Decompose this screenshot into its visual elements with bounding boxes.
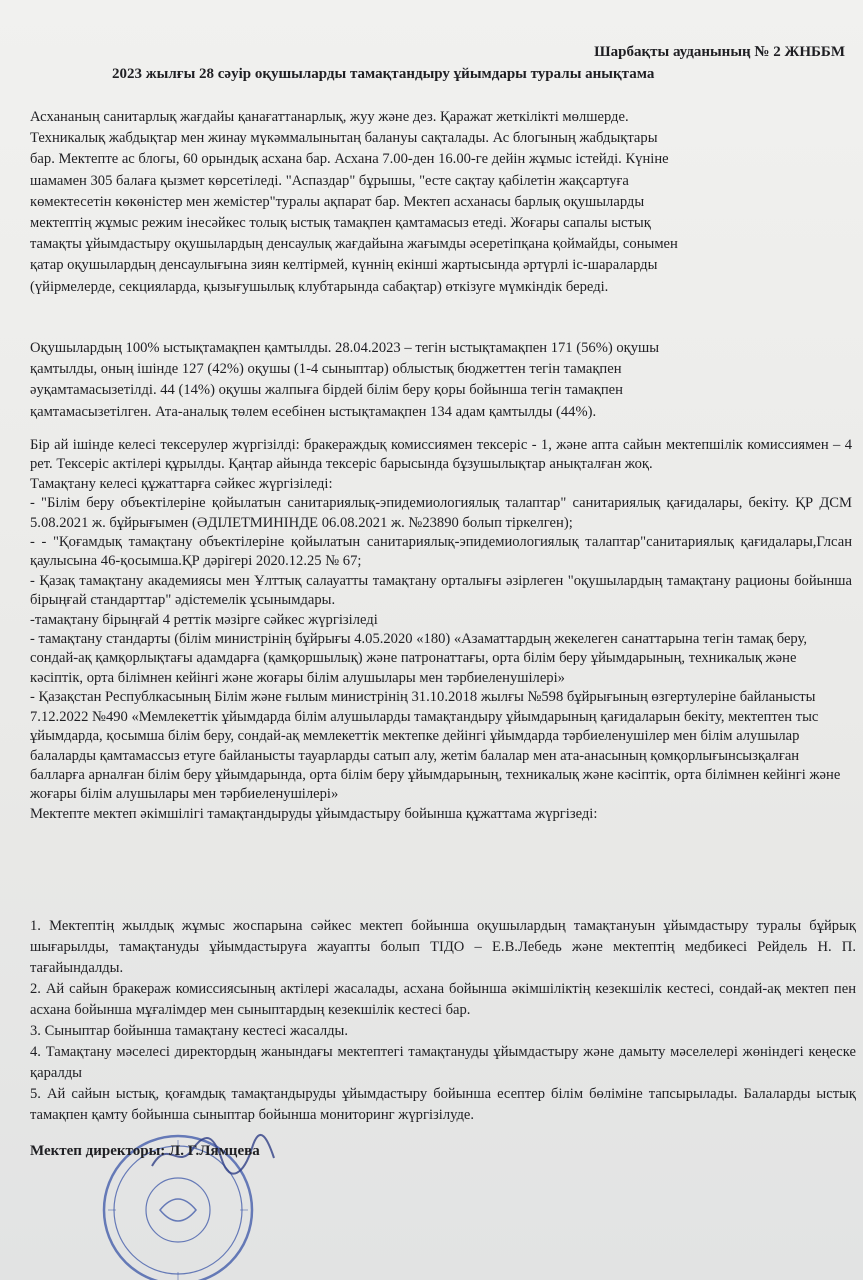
- list-item: 1. Мектептің жылдық жұмыс жоспарына сәйкес мектеп бойынша оқушылардың тамақтануын ұйымдастыру туралы бұйрық шығарылды, тамақтануды ұйымдастыруға жауапты болып ТІДО – Е.В.Лебедь және мектептің медбикесі Рейдель Н. П. тағайындалды.: [30, 918, 856, 976]
- list-item: 2. Ай сайын бракераж комиссиясының актілері жасалады, асхана бойынша әкімшіліктің кезекшілік кестесі, сондай-ақ мектеп пен асхана бойынша мұғалімдер мен сыныптардың кезекшілік кестесі бар.: [30, 981, 856, 1018]
- text-paragraph: - тамақтану стандарты (білім министрінің бұйрығы 4.05.2020 «180) «Азаматтардың жекелеген санаттарына тегін тамақ беру, сондай-ақ қамқорлықтағы адамдарға (қамқоршылық) және патронаттағы, орта білім беру ұйымдарының, техникалық және кәсіптік, орта білімнен кейінгі және жоғары білім алушылары мен тәрбиеленушілері»: [30, 631, 808, 686]
- paragraph-coverage: [30, 338, 830, 423]
- text-line: Техникалық жабдықтар мен жинау мүкәммалынытаң балануы сақталады. Ас блогының жабдықтары: [30, 130, 658, 147]
- text-line: әуқамтамасызетілді. 44 (14%) оқушы жалпыға бірдей білім беру қоры бойынша тегін тамақпен: [30, 382, 623, 399]
- text-line: Оқушылардың 100% ыстықтамақпен қамтылды. 28.04.2023 – тегін ыстықтамақпен 171 (56%) оқушы: [30, 340, 660, 356]
- text-line: қамтамасызетілген. Ата-аналық төлем есебінен ыстықтамақпен 134 адам қамтылды (44%).: [30, 403, 597, 420]
- text-line: шамамен 305 балаға қызмет көрсетіледі. "Аспаздар" бұрышы, "есте сақтау қабілетін жақсартуға: [30, 172, 629, 189]
- school-name: Шарбақты ауданының № 2 ЖНББМ: [594, 44, 845, 60]
- text-line: бар. Мектепте ас блогы, 60 орындық асхана бар. Асхана 7.00-ден 16.00-ге дейін жұмыс істейді. Күніне: [30, 151, 669, 168]
- director-signature: Мектеп директоры: Л. Г.Лямцева: [30, 1143, 260, 1159]
- list-item: 3. Сыныптар бойынша тамақтану кестесі жасалды.: [30, 1023, 348, 1039]
- text-paragraph: Бір ай ішінде келесі тексерулер жүргізілді: бракераждық комиссиямен тексеріс - 1, және апта сайын мектепшілік комиссиямен – 4 рет. Тексеріс актілері құрылды. Қаңтар айында тексеріс барысында бұзушылықтар анықталған жоқ.: [30, 437, 852, 473]
- list-item: 5. Ай сайын ыстық, қоғамдық тамақтандыруды ұйымдастыру бойынша есептер білім бөліміне тапсырылады. Балаларды ыстық тамақпен қамту бойынша сыныптар бойынша мониторинг жүргізілуде.: [30, 1086, 856, 1123]
- text-paragraph: - - "Қоғамдық тамақтану объектілеріне қойылатын санитариялық-эпидемиологиялық талаптар"санитариялық қағидалары,Глсан қаулысына 46-қосымша.ҚР дәрігері 2020.12.25 № 67;: [30, 534, 852, 570]
- text-line: мектептің жұмыс режим інесәйкес толық ыстық тамақпен қамтамасыз етеді. Жоғары сапалы ыстық: [30, 215, 651, 232]
- text-line: тамақты ұйымдастыру оқушылардың денсаулық жағдайына жағымды әсеретіпқана қоймайды, сонымен: [30, 236, 678, 253]
- list-item: 4. Тамақтану мәселесі директордың жанындағы мектептегі тамақтануды ұйымдастыру және дамыту мәселелері жөніндегі кеңеске қаралды: [30, 1044, 856, 1081]
- text-paragraph: - Қазақстан Республкасының Білім және ғылым министрінің 31.10.2018 жылғы №598 бұйрығының өзгертулеріне байланысты 7.12.2022 №490 «Мемлекеттік ұйымдарда білім алушыларды тамақтандыру ұйымдарының қағидаларын бекіту, мектептен тыс ұйымдарда, қосымша білім беру, сондай-ақ мемлекеттік мектепке дейінгі ұйымдарда тәрбиеленушілер мен білім алушылар балаларды қамтамассыз етуге байланысты тауарларды сатып алу, жетім балалар мен ата-анасының қомқорлығынсызқалған балларға арналған білім беру ұйымдарында, орта білім беру ұйымдарының, техникалық және кәсіптік, орта білімнен кейінгі және жоғары білім алушылары мен тәрбиеленушілері»: [30, 689, 841, 803]
- text-paragraph: - "Білім беру объектілеріне қойылатын санитариялық-эпидемиологиялық талаптар" санитариялық қағидалары, бекіту. ҚР ДСМ 5.08.2021 ж. бұйрығымен (ӘДІЛЕТМИНІНДЕ 06.08.2021 ж. №23890 болып тіркелген);: [30, 495, 852, 531]
- text-line: қамтылды, оның ішінде 127 (42%) оқушы (1-4 сыныптар) облыстық бюджеттен тегін тамақпен: [30, 361, 622, 378]
- text-paragraph: Тамақтану келесі құжаттарға сәйкес жүргізіледі:: [30, 475, 333, 492]
- text-line: Асхананың санитарлық жағдайы қанағаттанарлық, жуу және дез. Қаражат жеткілікті мөлшерде.: [30, 109, 629, 125]
- text-paragraph: -тамақтану бірыңғай 4 реттік мәзірге сәйкес жүргізіледі: [30, 611, 378, 628]
- paragraph-canteen: [30, 107, 830, 298]
- paragraph-inspections: [30, 436, 852, 824]
- text-line: қатар оқушылардың денсаулығына зиян келтірмей, күннің екінші жартысында әртүрлі іс-шараларды: [30, 257, 658, 274]
- document-title: 2023 жылғы 28 сәуір оқушыларды тамақтандыру ұйымдары туралы анықтама: [112, 66, 655, 82]
- text-line: көмектесетін көкөністер мен жемістер"туралы ақпарат бар. Мектеп асханасы барлық оқушыларды: [30, 193, 645, 210]
- text-paragraph: Мектепте мектеп әкімшілігі тамақтандыруды ұйымдастыру бойынша құжаттама жүргізеді:: [30, 805, 598, 822]
- text-paragraph: - Қазақ тамақтану академиясы мен Ұлттық салауатты тамақтану орталығы әзірлеген "оқушылардың тамақтану рационы бойынша бірыңғай стандарттар" әдістемелік ұсынымдары.: [30, 572, 852, 609]
- text-line: (үйірмелерде, секцияларда, қызығушылық клубтарында сабақтар) өткізуге мүмкіндік береді.: [30, 278, 609, 295]
- numbered-list: [30, 916, 856, 1126]
